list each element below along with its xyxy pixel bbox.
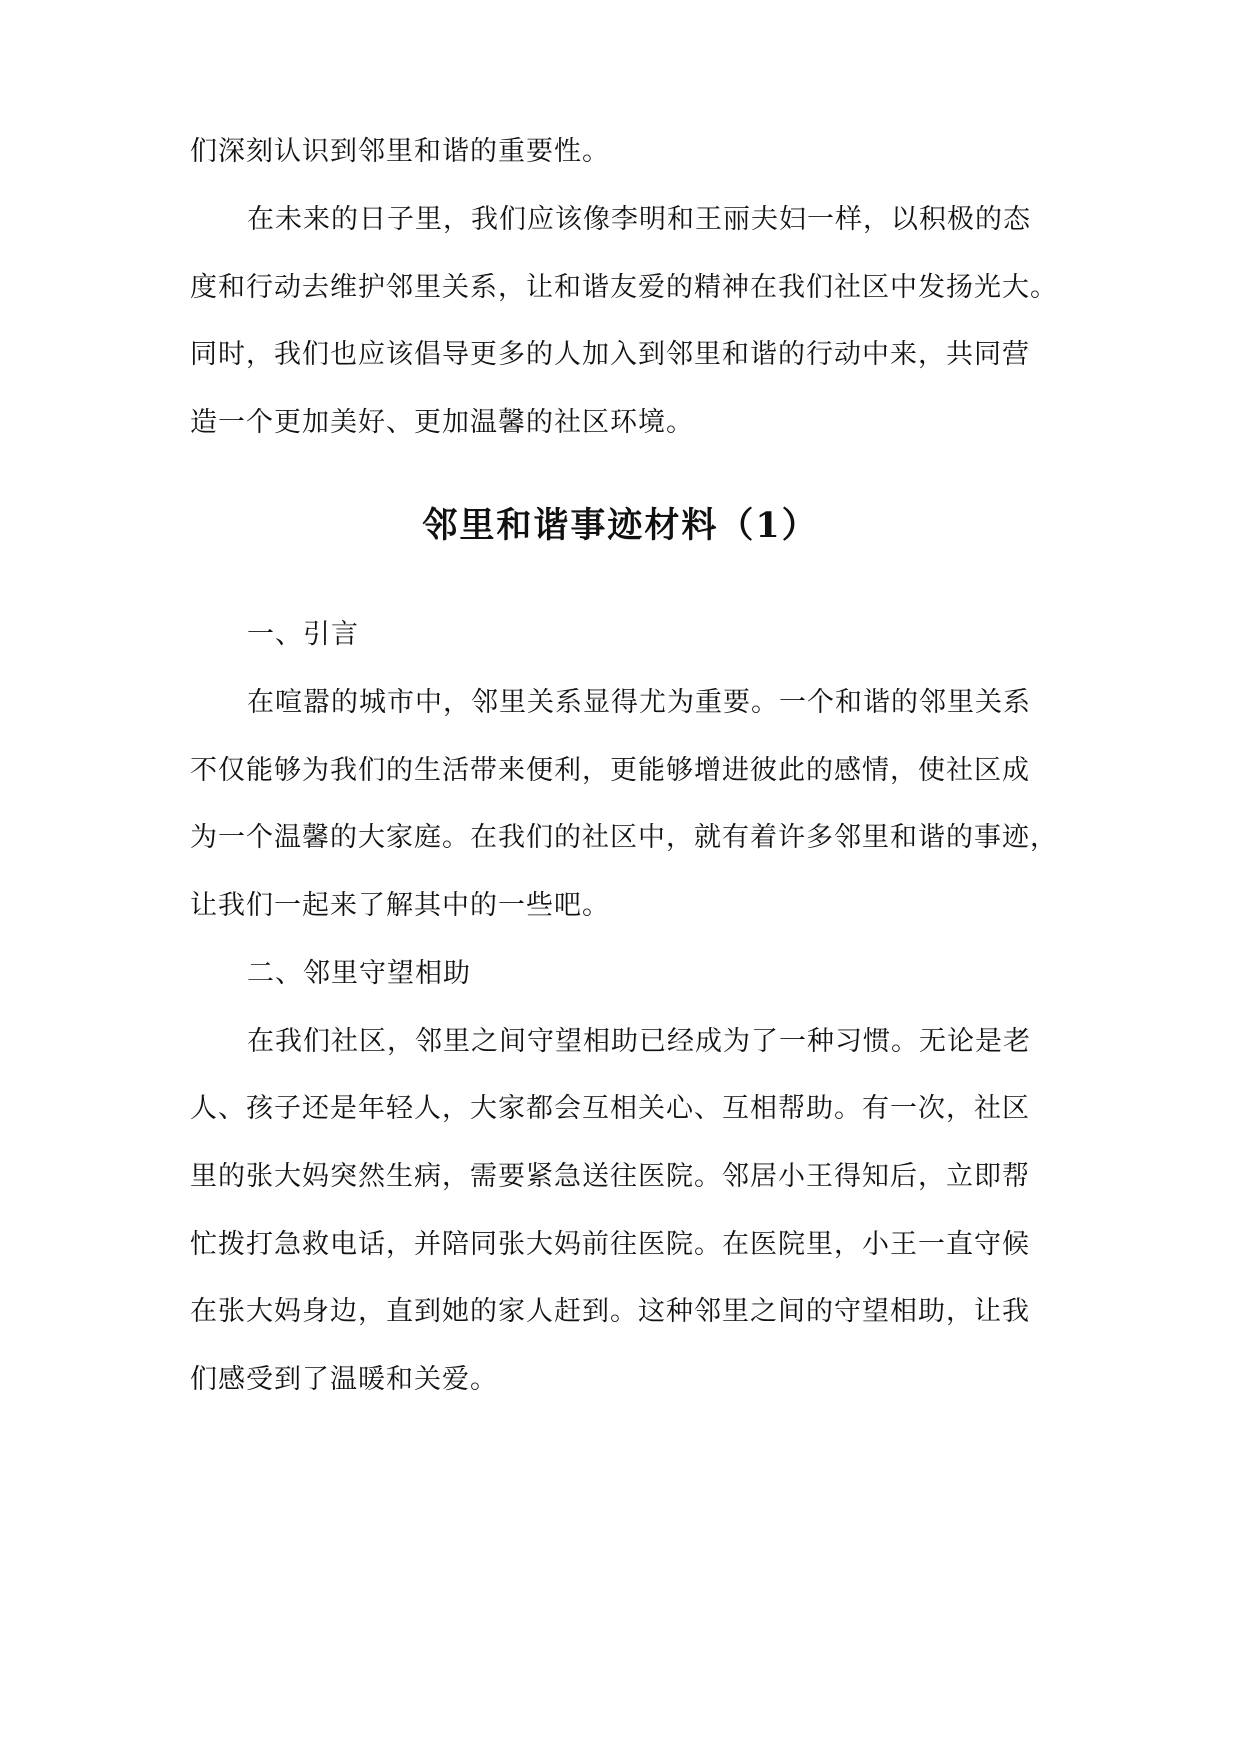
section-intro-line: 不仅能够为我们的生活带来便利，更能够增进彼此的感情，使社区成 (190, 755, 1030, 786)
section-neighbor-help-line: 忙拨打急救电话，并陪同张大妈前往医院。在医院里，小王一直守候 (190, 1229, 1030, 1260)
section-neighbor-help-line: 们感受到了温暖和关爱。 (190, 1364, 498, 1395)
section-intro-line: 为一个温馨的大家庭。在我们的社区中，就有着许多邻里和谐的事迹， (190, 822, 1058, 853)
section-heading-neighbor-help: 二、邻里守望相助 (247, 958, 471, 989)
paragraph-future-line: 造一个更加美好、更加温馨的社区环境。 (190, 407, 694, 438)
paragraph-continued-line: 们深刻认识到邻里和谐的重要性。 (190, 136, 610, 167)
section-neighbor-help-line: 里的张大妈突然生病，需要紧急送往医院。邻居小王得知后，立即帮 (190, 1161, 1030, 1192)
paragraph-future-line: 在未来的日子里，我们应该像李明和王丽夫妇一样，以积极的态 (247, 204, 1031, 235)
section-neighbor-help-line: 在张大妈身边，直到她的家人赶到。这种邻里之间的守望相助，让我 (190, 1296, 1030, 1327)
paragraph-future-line: 度和行动去维护邻里关系，让和谐友爱的精神在我们社区中发扬光大。 (190, 272, 1058, 303)
section-neighbor-help-line: 在我们社区，邻里之间守望相助已经成为了一种习惯。无论是老 (247, 1026, 1031, 1057)
paragraph-future-line: 同时，我们也应该倡导更多的人加入到邻里和谐的行动中来，共同营 (190, 339, 1030, 370)
section-neighbor-help-line: 人、孩子还是年轻人，大家都会互相关心、互相帮助。有一次，社区 (190, 1093, 1030, 1124)
section-intro-line: 让我们一起来了解其中的一些吧。 (190, 890, 610, 921)
section-intro-line: 在喧嚣的城市中，邻里关系显得尤为重要。一个和谐的邻里关系 (247, 687, 1031, 718)
section-heading-intro: 一、引言 (247, 619, 359, 650)
document-title: 邻里和谐事迹材料（1） (422, 505, 819, 546)
